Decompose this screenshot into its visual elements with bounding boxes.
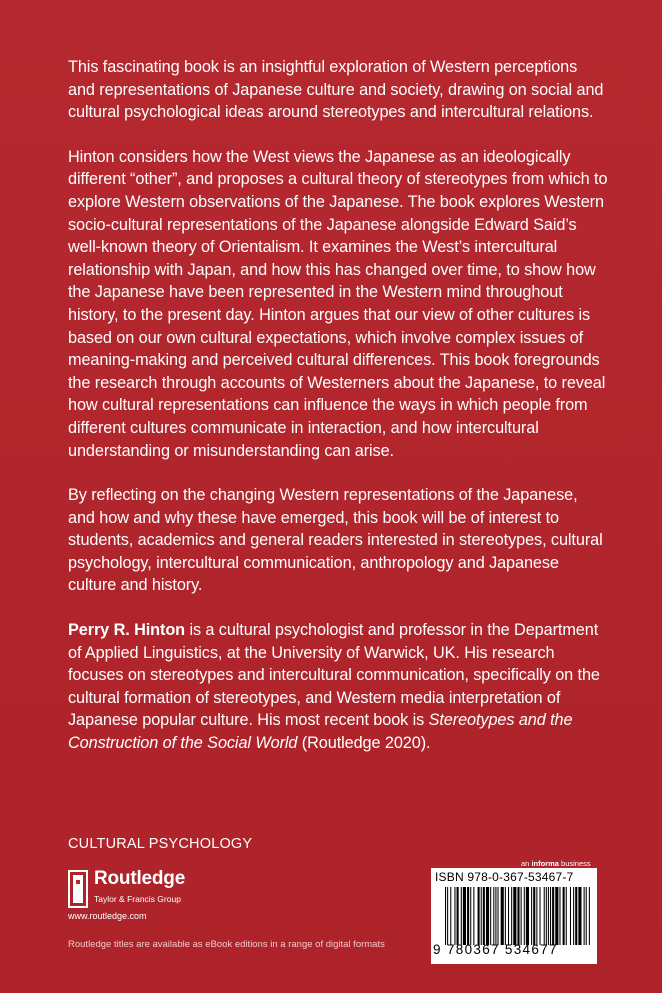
barcode-bar [447, 887, 448, 945]
publisher-group: Taylor & Francis Group [94, 894, 181, 904]
barcode-bar [531, 887, 532, 945]
informa-suffix: business [558, 859, 591, 868]
ebook-note: Routledge titles are available as eBook editions in a range of digital formats [68, 939, 385, 950]
barcode-bar [570, 887, 571, 945]
barcode-bar [589, 887, 590, 945]
barcode-bar [501, 887, 504, 945]
publisher-name: Routledge [94, 868, 186, 889]
barcode-bar [450, 887, 451, 945]
barcode-bar [461, 887, 462, 945]
routledge-logo-icon [68, 870, 88, 908]
blurb-paragraph-1: This fascinating book is an insightful exploration of Western perceptions and representations of Japanese culture and society, drawing on social and cultural psychological ideas around stereotypes and intercultural relations. [68, 58, 604, 122]
isbn-barcode [431, 868, 597, 964]
barcode-bar [550, 887, 551, 945]
barcode-bar [517, 887, 519, 945]
subject-category: CULTURAL PSYCHOLOGY [68, 836, 253, 852]
barcode-bar [578, 887, 581, 945]
barcode-bar [533, 887, 535, 945]
barcode-digits-rest: 780367 534677 [447, 942, 558, 957]
barcode-bar [586, 887, 587, 945]
barcode-bars [445, 887, 591, 945]
barcode-bar [467, 887, 469, 945]
author-name: Perry R. Hinton [68, 621, 186, 640]
publisher-website: www.routledge.com [68, 911, 147, 921]
barcode-bar [445, 887, 446, 945]
barcode-bar [457, 887, 459, 945]
blurb [68, 56, 608, 777]
barcode-bar [536, 887, 537, 945]
barcode-bar [478, 887, 480, 945]
barcode-bar [495, 887, 496, 945]
barcode-bar [470, 887, 471, 945]
author-bio-text: is a cultural psychologist and professor in the Department of Applied Linguistics, at the University of Warwick, UK. His research focuses on stereotypes and intercultural communication, specifically on the cultural formation of stereotypes, and Western media interpretation of Japanese popular culture. His most recent book is [68, 621, 600, 730]
barcode-bar [486, 887, 489, 945]
barcode-bar [573, 887, 574, 945]
barcode-bar [566, 887, 567, 945]
barcode-bar [511, 887, 512, 945]
isbn-label: ISBN 978-0-367-53467-7 [435, 870, 574, 884]
barcode-bar [483, 887, 485, 945]
barcode-bar [513, 887, 516, 945]
barcode-bar [546, 887, 547, 945]
barcode-bar [498, 887, 499, 945]
barcode-bar [563, 887, 565, 945]
barcode-bar [521, 887, 522, 945]
author-bio [68, 619, 608, 755]
barcode-bar [508, 887, 509, 945]
barcode-digit-first: 9 [433, 942, 441, 957]
barcode-bar [524, 887, 525, 945]
barcode-bar [463, 887, 466, 945]
blurb-paragraph-3: By reflecting on the changing Western representations of the Japanese, and how and why these have emerged, this book will be of interest to students, academics and general readers interested in stereotypes, cultural psychology, intercultural communication, anthropology and Japanese culture and history. [68, 486, 603, 595]
barcode-bar [505, 887, 506, 945]
informa-tagline [521, 859, 591, 868]
barcode-bar [544, 887, 545, 945]
barcode-bar [555, 887, 558, 945]
informa-prefix: an [521, 859, 532, 868]
barcode-bar [540, 887, 541, 945]
barcode-bar [559, 887, 560, 945]
barcode-bar [490, 887, 491, 945]
barcode-bar [481, 887, 482, 945]
barcode-bar [584, 887, 585, 945]
informa-brand: informa [531, 859, 559, 868]
barcode-bar [526, 887, 529, 945]
barcode-bar [548, 887, 549, 945]
blurb-paragraph-2: Hinton considers how the West views the Japanese as an ideologically different “other”, and proposes a cultural theory of stereotypes from which to explore Western observations of the Japanese. The book explores Western socio-cultural representations of the Japanese alongside Edward Said’s well-known theory of Orientalism. It examines the West’s intercultural relationship with Japan, and how this has changed over time, to show how the Japanese have been represented in the Western mind throughout history, to the present day. Hinton argues that our view of other cultures is based on our own cultural expectations, which involve complex issues of meaning-making and perceived cultural differences. This book foregrounds the research through accounts of Westerners about the Japanese, to reveal how cultural representations can influence the ways in which people from different cultures communicate in interaction, and how intercultural understanding or misunderstanding can arise. [68, 147, 608, 460]
barcode-bar [454, 887, 455, 945]
barcode-bar [493, 887, 494, 945]
author-bio-suffix: (Routledge 2020). [297, 734, 431, 753]
author-book-title: Stereotypes and the Construction of the Social World [68, 711, 573, 753]
barcode-bar [575, 887, 577, 945]
barcode-bar [473, 887, 474, 945]
barcode-bar [552, 887, 554, 945]
